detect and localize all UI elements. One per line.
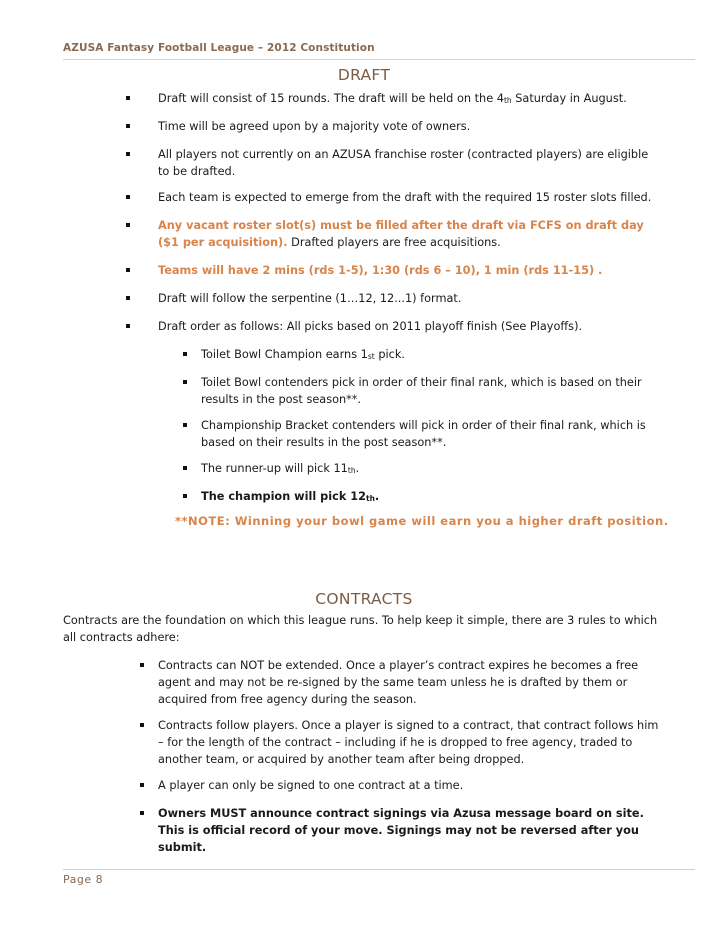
bullet-icon [140,663,144,667]
list-item: Contracts follow players. Once a player is signed to a contract, that contract follows him – for the length of the contract – including if he is dropped to free agency, traded to another team, or acquired by another team after being dropped. [158,717,663,768]
list-item: A player can only be signed to one contract at a time. [158,777,663,794]
bullet-icon [126,96,130,100]
bullet-icon [183,466,187,470]
footer-divider [63,869,695,870]
list-item: Owners MUST announce contract signings via Azusa message board on site. This is official record of your move. Signings may not be reversed after you submit. [158,805,653,856]
list-item: The runner-up will pick 11th. [201,460,671,479]
list-item: Each team is expected to emerge from the draft with the required 15 roster slots filled. [158,189,658,206]
bullet-icon [183,352,187,356]
list-item: Toilet Bowl Champion earns 1st pick. [201,346,671,365]
list-item: The champion will pick 12th. [201,488,671,507]
bullet-icon [126,296,130,300]
draft-note: **NOTE: Winning your bowl game will earn you a higher draft position. [175,514,669,528]
list-item: Championship Bracket contenders will pick in order of their final rank, which is based on their results in the post season**. [201,417,671,451]
list-item: All players not currently on an AZUSA franchise roster (contracted players) are eligible to be drafted. [158,146,658,180]
list-item: Teams will have 2 mins (rds 1-5), 1:30 (rds 6 – 10), 1 min (rds 11-15) . [158,262,658,279]
contracts-section-title: CONTRACTS [315,590,413,608]
bullet-icon [183,380,187,384]
list-item: Draft order as follows: All picks based on 2011 playoff finish (See Playoffs). [158,318,658,335]
list-item: Toilet Bowl contenders pick in order of their final rank, which is based on their results in the post season**. [201,374,671,408]
page-number: Page 8 [63,873,104,886]
list-item: Draft will consist of 15 rounds. The draft will be held on the 4th Saturday in August. [158,90,658,109]
draft-section-title: DRAFT [337,66,391,84]
bullet-icon [183,494,187,498]
list-item: Any vacant roster slot(s) must be filled after the draft via FCFS on draft day ($1 per acquisition). Drafted players are free acquisitions. [158,217,648,251]
page-header: AZUSA Fantasy Football League – 2012 Constitution [63,42,375,54]
header-divider [63,59,695,60]
bullet-icon [126,152,130,156]
contracts-intro: Contracts are the foundation on which this league runs. To help keep it simple, there are 3 rules to which all contracts adhere: [63,614,658,644]
list-item: Draft will follow the serpentine (1…12, 12...1) format. [158,290,658,307]
list-item: Contracts can NOT be extended. Once a player’s contract expires he becomes a free agent and may not be re-signed by the same team unless he is drafted by them or acquired from free agency during the season. [158,657,663,708]
bullet-icon [126,324,130,328]
bullet-icon [140,811,144,815]
bullet-icon [126,268,130,272]
bullet-icon [140,723,144,727]
bullet-icon [140,783,144,787]
bullet-icon [126,124,130,128]
list-item: Time will be agreed upon by a majority vote of owners. [158,118,658,135]
bullet-icon [126,223,130,227]
bullet-icon [126,195,130,199]
bullet-icon [183,423,187,427]
